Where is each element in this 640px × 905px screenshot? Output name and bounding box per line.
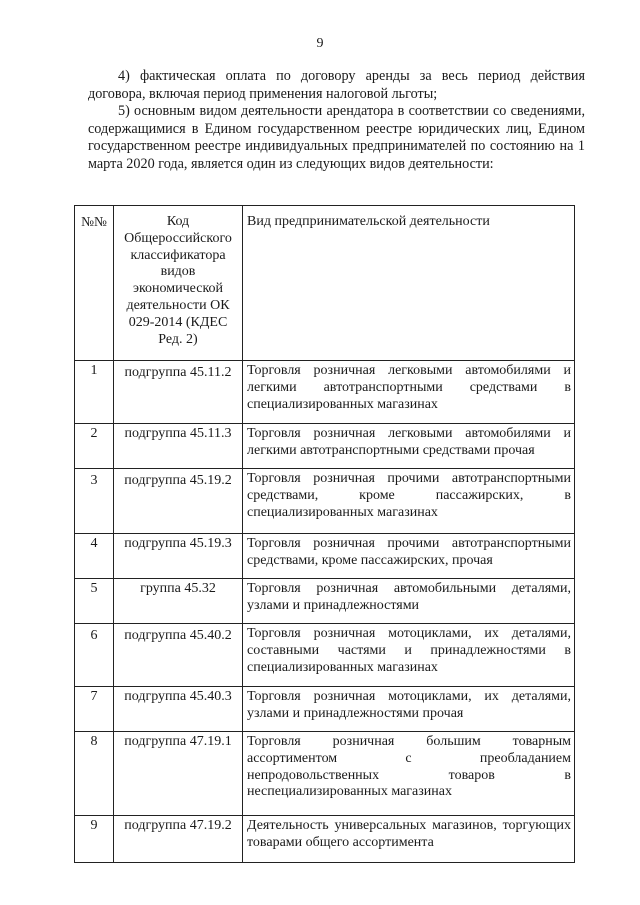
- activity-codes-table: [74, 205, 575, 863]
- row-number: 7: [75, 687, 114, 732]
- row-activity: Торговля розничная мотоциклами, их деталями, составными частями и принадлежностями в специализированных магазинах: [243, 624, 575, 687]
- row-activity: Торговля розничная легковыми автомобилями и легкими автотранспортными средствами в специализированных магазинах: [243, 361, 575, 424]
- table-row: [75, 687, 575, 732]
- row-activity: Торговля розничная прочими автотранспортными средствами, кроме пассажирских, прочая: [243, 534, 575, 579]
- row-number: 3: [75, 469, 114, 534]
- row-code: подгруппа 47.19.2: [114, 816, 243, 863]
- table-row: [75, 469, 575, 534]
- row-code: подгруппа 45.19.3: [114, 534, 243, 579]
- table-row: [75, 579, 575, 624]
- page-number: 9: [316, 36, 324, 51]
- paragraph-item-4: [88, 68, 585, 103]
- row-number: 8: [75, 732, 114, 816]
- paragraph-item-5: [88, 103, 585, 173]
- row-code: подгруппа 45.11.3: [114, 424, 243, 469]
- header-activity-type: Вид предпринимательской деятельности: [243, 206, 575, 361]
- row-code: подгруппа 45.19.2: [114, 469, 243, 534]
- table-row: [75, 732, 575, 816]
- row-number: 4: [75, 534, 114, 579]
- table-row: [75, 534, 575, 579]
- row-activity: Торговля розничная прочими автотранспортными средствами, кроме пассажирских, в специализированных магазинах: [243, 469, 575, 534]
- table-row: [75, 361, 575, 424]
- row-number: 2: [75, 424, 114, 469]
- row-code: подгруппа 45.40.3: [114, 687, 243, 732]
- table-row: [75, 624, 575, 687]
- paragraph-text: 4) фактическая оплата по договору аренды за весь период действия договора, включая период применения налоговой льготы;: [88, 68, 585, 102]
- row-number: 5: [75, 579, 114, 624]
- table-row: [75, 424, 575, 469]
- row-number: 6: [75, 624, 114, 687]
- row-code: подгруппа 45.11.2: [114, 361, 243, 424]
- header-okved-code: Код Общероссийского классификатора видов экономической деятельности ОК 029-2014 (КДЕС Ред. 2): [114, 206, 243, 361]
- row-number: 1: [75, 361, 114, 424]
- row-activity: Деятельность универсальных магазинов, торгующих товарами общего ассортимента: [243, 816, 575, 863]
- row-number: 9: [75, 816, 114, 863]
- header-number: №№: [75, 206, 114, 361]
- row-code: группа 45.32: [114, 579, 243, 624]
- paragraph-text: 5) основным видом деятельности арендатора в соответствии со сведениями, содержащимися в Едином государственном реестре юридических лиц, Едином государственном реестре индивидуальных предпринимателей по состоянию на 1 марта 2020 года, является один из следующих видов деятельности:: [88, 103, 585, 172]
- row-code: подгруппа 45.40.2: [114, 624, 243, 687]
- row-activity: Торговля розничная автомобильными деталями, узлами и принадлежностями: [243, 579, 575, 624]
- row-activity: Торговля розничная мотоциклами, их деталями, узлами и принадлежностями прочая: [243, 687, 575, 732]
- table-header-row: [75, 206, 575, 361]
- row-activity: Торговля розничная большим товарным ассортиментом с преобладанием непродовольственных товаров в неспециализированных магазинах: [243, 732, 575, 816]
- row-code: подгруппа 47.19.1: [114, 732, 243, 816]
- table-row: [75, 816, 575, 863]
- row-activity: Торговля розничная легковыми автомобилями и легкими автотранспортными средствами прочая: [243, 424, 575, 469]
